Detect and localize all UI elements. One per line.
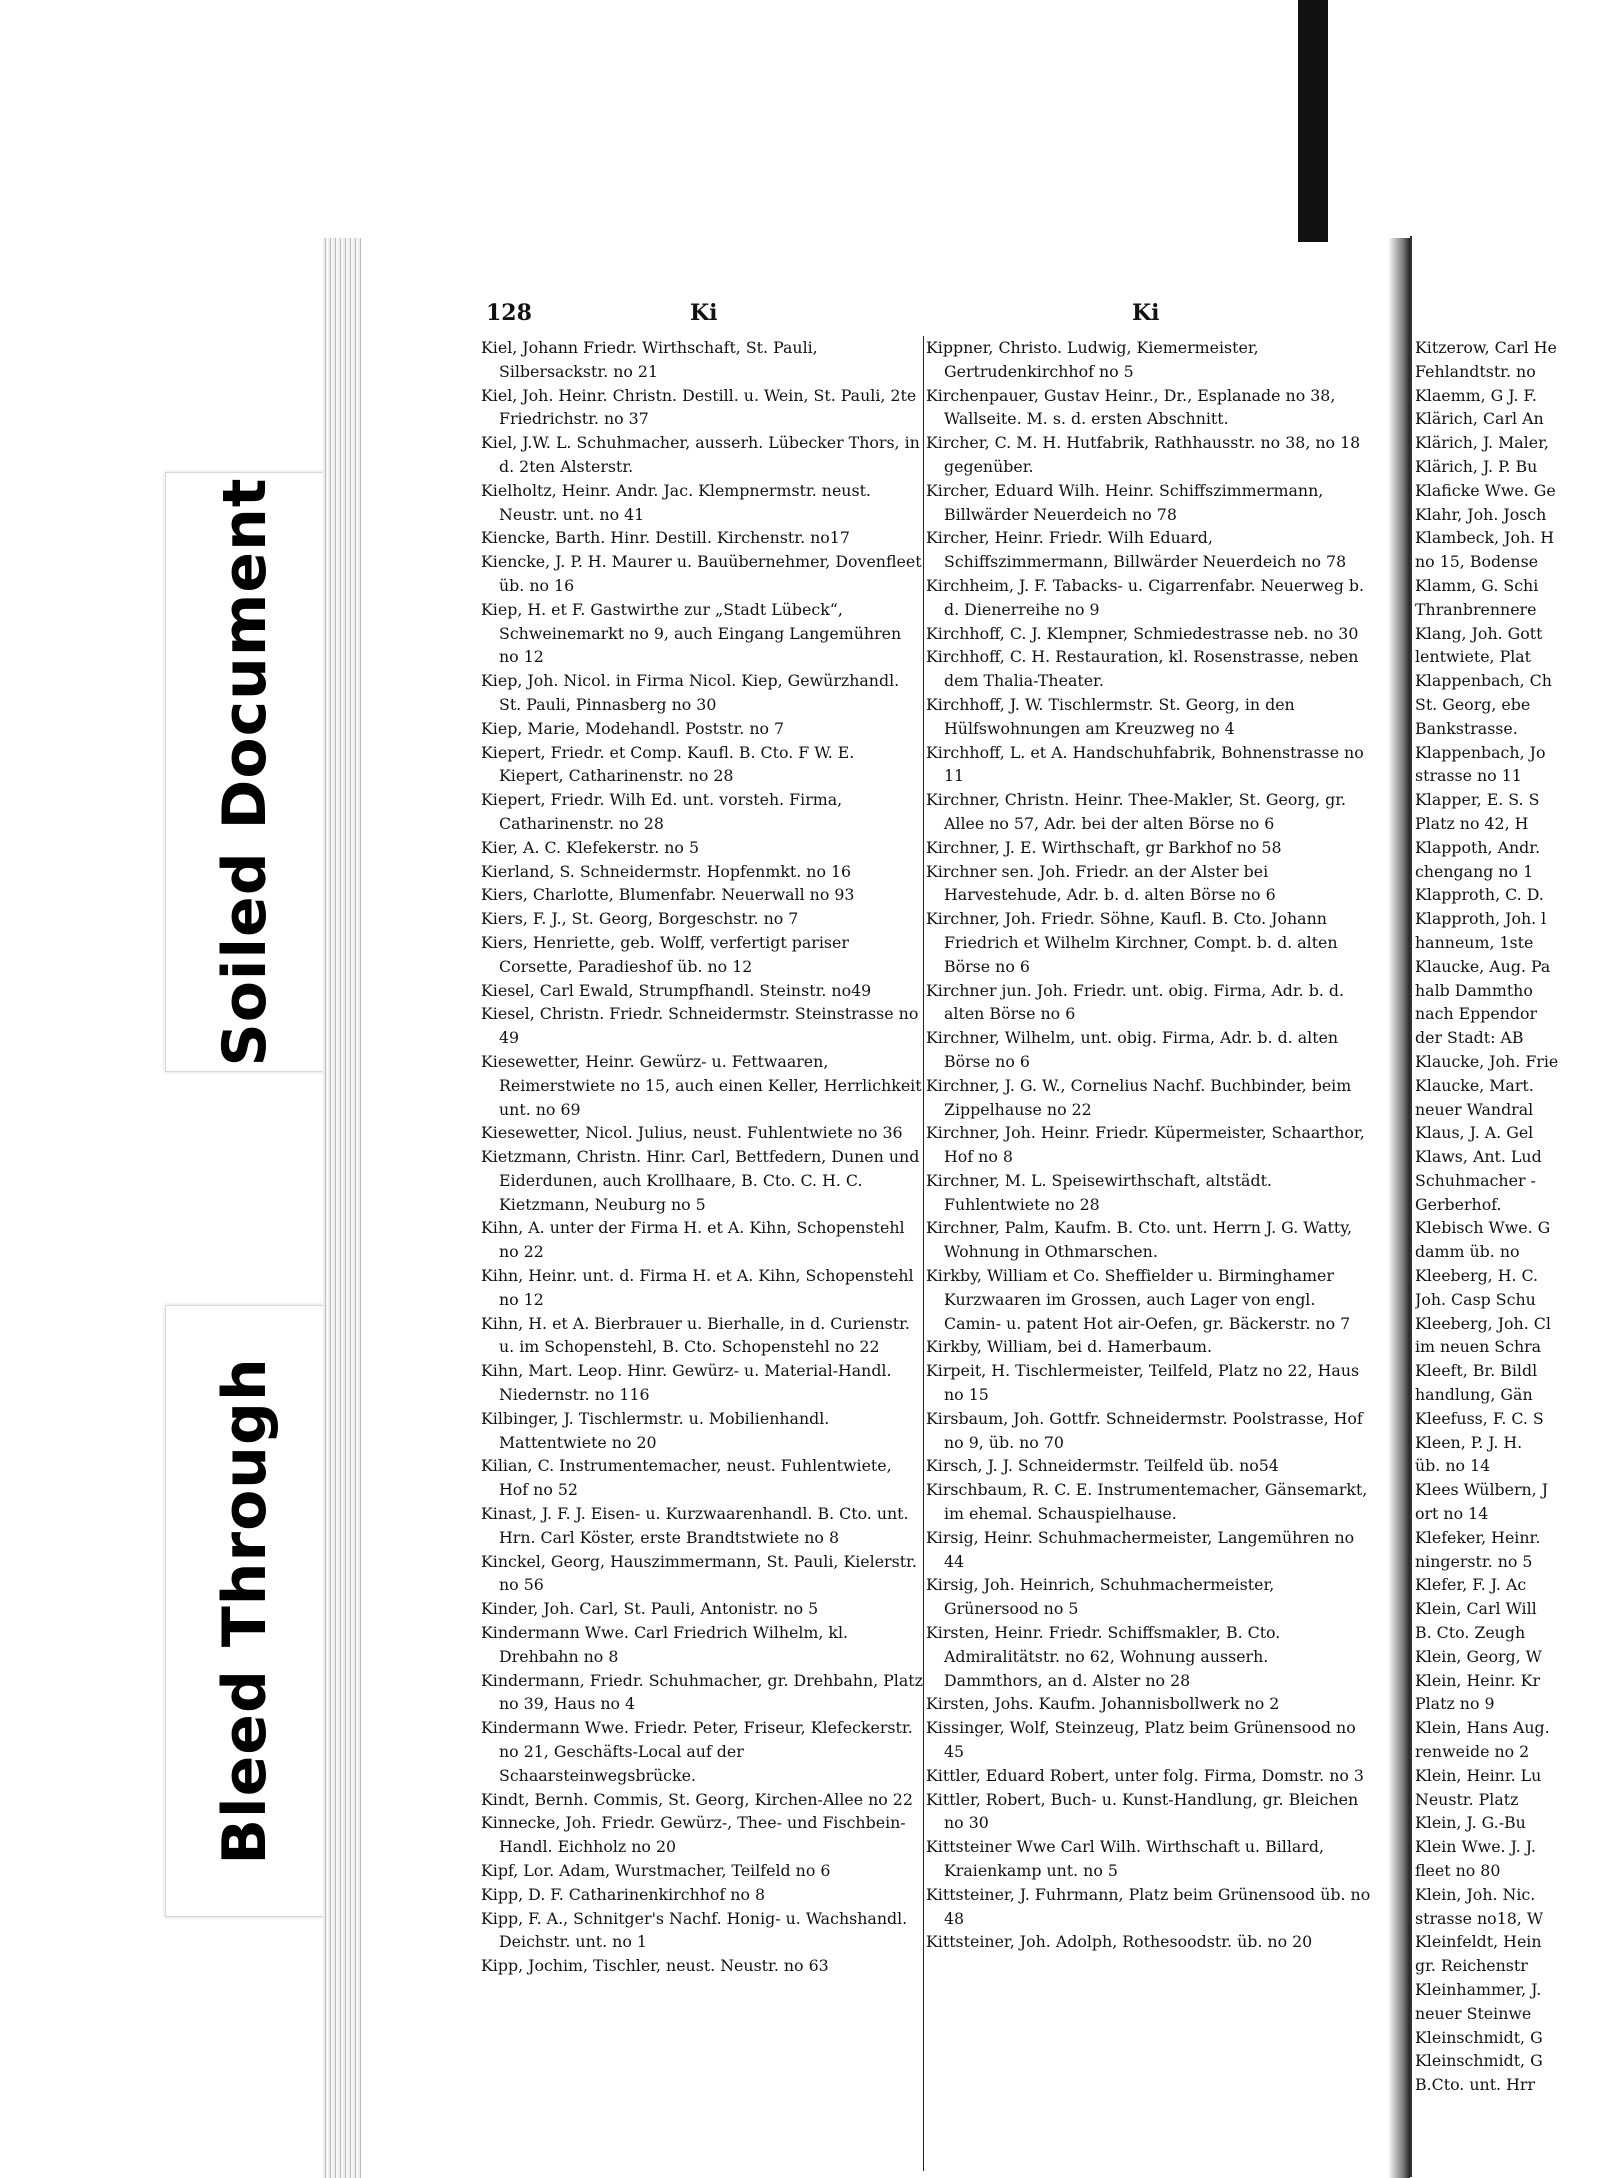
directory-entry: Kirchner, Christn. Heinr. Thee-Makler, St. Georg, gr. Allee no 57, Adr. bei der alten Börse no 6	[926, 790, 1347, 833]
directory-entry: Kiesewetter, Heinr. Gewürz- u. Fettwaaren, Reimerstwiete no 15, auch einen Keller, Herrlichkeit unt. no 69	[481, 1051, 922, 1119]
directory-entry: Klahr, Joh. Josch	[1415, 504, 1547, 524]
directory-entry: Platz no 9	[1415, 1694, 1495, 1714]
directory-entry: Kleinschmidt, G	[1415, 2051, 1543, 2071]
directory-entry: Kiel, J.W. L. Schuhmacher, ausserh. Lübecker Thors, in d. 2ten Alsterstr.	[481, 433, 920, 476]
directory-entry: Kircher, Heinr. Friedr. Wilh Eduard, Schiffszimmermann, Billwärder Neuerdeich no 78	[926, 528, 1347, 572]
directory-entry: Kirchheim, J. F. Tabacks- u. Cigarrenfabr. Neuerweg b. d. Dienerreihe no 9	[926, 575, 1364, 619]
directory-entry: Gerberhof.	[1415, 1194, 1502, 1214]
directory-entry: Kier, A. C. Klefekerstr. no 5	[481, 837, 700, 857]
directory-entry: Kittler, Eduard Robert, unter folg. Firma, Domstr. no 3	[926, 1765, 1364, 1785]
directory-entry: Klappoth, Andr.	[1415, 837, 1541, 857]
directory-entry: Kiel, Johann Friedr. Wirthschaft, St. Pauli, Silbersackstr. no 21	[481, 338, 818, 381]
directory-entry: ningerstr. no 5	[1415, 1551, 1533, 1571]
directory-entry: Bankstrasse.	[1415, 718, 1518, 738]
directory-entry: Klappenbach, Ch	[1415, 671, 1552, 691]
directory-entry: Kirchner sen. Joh. Friedr. an der Alster bei Harvestehude, Adr. b. d. alten Börse no 6	[926, 861, 1276, 905]
directory-entry: Klein, J. G.-Bu	[1415, 1813, 1526, 1833]
directory-entry: Kirsig, Joh. Heinrich, Schuhmachermeister, Grünersood no 5	[926, 1575, 1275, 1619]
directory-entry: Kindermann Wwe. Friedr. Peter, Friseur, Klefeckerstr. no 21, Geschäfts-Local auf der Schaarsteinwegsbrücke.	[481, 1718, 913, 1785]
directory-entry: Kiep, Joh. Nicol. in Firma Nicol. Kiep, Gewürzhandl. St. Pauli, Pinnasberg no 30	[481, 671, 900, 714]
directory-entry: ort no 14	[1415, 1504, 1489, 1524]
directory-entry: Kietzmann, Christn. Hinr. Carl, Bettfedern, Dunen und Eiderdunen, auch Krollhaare, B. Cto. C. H. C. Kietzmann, Neuburg no 5	[481, 1147, 920, 1214]
directory-entry: Kleinfeldt, Hein	[1415, 1932, 1542, 1952]
directory-entry: Klapper, E. S. S	[1415, 790, 1540, 810]
directory-entry: Kipp, D. F. Catharinenkirchhof no 8	[481, 1884, 766, 1904]
directory-entry: neuer Wandral	[1415, 1099, 1534, 1119]
directory-entry: chengang no 1	[1415, 861, 1534, 881]
directory-entry: no 15, Bodense	[1415, 552, 1539, 572]
directory-entry: Kircher, Eduard Wilh. Heinr. Schiffszimmermann, Billwärder Neuerdeich no 78	[926, 480, 1324, 524]
directory-entry: Kirchenpauer, Gustav Heinr., Dr., Esplanade no 38, Wallseite. M. s. d. ersten Abschnitt.	[926, 385, 1336, 429]
directory-entry: renweide no 2	[1415, 1742, 1530, 1762]
directory-entry: Klein, Heinr. Kr	[1415, 1670, 1541, 1690]
directory-entry: Kitzerow, Carl He	[1415, 338, 1557, 357]
running-header-right: Ki	[1132, 300, 1160, 326]
directory-entry: damm üb. no	[1415, 1242, 1520, 1262]
directory-entry: Klappenbach, Jo	[1415, 742, 1546, 762]
directory-entry: Thranbrennere	[1415, 599, 1537, 619]
directory-entry: Kleefuss, F. C. S	[1415, 1408, 1544, 1428]
directory-entry: Kirsig, Heinr. Schuhmachermeister, Langemühren no 44	[926, 1527, 1355, 1571]
directory-entry: Kleinschmidt, G	[1415, 2027, 1543, 2047]
directory-entry: Klefeker, Heinr.	[1415, 1527, 1541, 1547]
directory-entry: Kiers, Henriette, geb. Wolff, verfertigt pariser Corsette, Paradieshof üb. no 12	[481, 932, 849, 976]
directory-entry: Kiep, H. et F. Gastwirthe zur „Stadt Lübeck“, Schweinemarkt no 9, auch Eingang Langemühren no 12	[481, 599, 902, 667]
bookmark-ribbon	[1298, 0, 1328, 242]
directory-entry: Kittler, Robert, Buch- u. Kunst-Handlung, gr. Bleichen no 30	[926, 1789, 1359, 1833]
directory-entry: Kihn, Heinr. unt. d. Firma H. et A. Kihn, Schopenstehl no 12	[481, 1266, 914, 1309]
directory-entry: Kirchner jun. Joh. Friedr. unt. obig. Firma, Adr. b. d. alten Börse no 6	[926, 980, 1344, 1024]
directory-entry: Kittsteiner, Joh. Adolph, Rothesoodstr. üb. no 20	[926, 1932, 1313, 1952]
directory-entry: Kippner, Christo. Ludwig, Kiemermeister, Gertrudenkirchhof no 5	[926, 338, 1259, 381]
directory-entry: Klein Wwe. J. J.	[1415, 1837, 1536, 1857]
directory-entry: handlung, Gän	[1415, 1385, 1533, 1405]
directory-entry: Klees Wülbern, J	[1415, 1480, 1549, 1500]
directory-entry: Klaficke Wwe. Ge	[1415, 480, 1556, 500]
directory-entry: Klaus, J. A. Gel	[1415, 1123, 1534, 1143]
directory-entry: Kinast, J. F. J. Eisen- u. Kurzwaarenhandl. B. Cto. unt. Hrn. Carl Köster, erste Brandtstwiete no 8	[481, 1504, 909, 1547]
directory-entry: Joh. Casp Schu	[1415, 1289, 1536, 1309]
directory-entry: Kiers, F. J., St. Georg, Borgeschstr. no 7	[481, 909, 799, 929]
directory-entry: Kirchhoff, L. et A. Handschuhfabrik, Bohnenstrasse no 11	[926, 742, 1364, 786]
gutter-shadow	[1388, 238, 1410, 2178]
directory-entry: Kindermann Wwe. Carl Friedrich Wilhelm, kl. Drehbahn no 8	[481, 1623, 849, 1666]
directory-entry: im neuen Schra	[1415, 1337, 1542, 1357]
bleed-through-label	[165, 1305, 325, 1917]
directory-entry: Kilbinger, J. Tischlermstr. u. Mobilienhandl. Mattentwiete no 20	[481, 1408, 830, 1452]
directory-entry: Kirchhoff, J. W. Tischlermstr. St. Georg, in den Hülfswohnungen am Kreuzweg no 4	[926, 694, 1295, 738]
running-header-left: Ki	[690, 300, 718, 326]
directory-entry: strasse no 11	[1415, 766, 1522, 786]
directory-entry: Kirchner, Joh. Friedr. Söhne, Kaufl. B. Cto. Johann Friedrich et Wilhelm Kirchner, Compt. b. d. alten Börse no 6	[926, 909, 1338, 976]
directory-entry: Klärich, J. Maler,	[1415, 433, 1549, 453]
directory-entry: Kirschbaum, R. C. E. Instrumentemacher, Gänsemarkt, im ehemal. Schauspielhause.	[926, 1480, 1368, 1524]
directory-entry: Klambeck, Joh. H	[1415, 528, 1555, 548]
directory-entry: Kiep, Marie, Modehandl. Poststr. no 7	[481, 718, 785, 738]
directory-entry: Klaucke, Aug. Pa	[1415, 956, 1551, 976]
directory-entry: Fehlandtstr. no	[1415, 361, 1536, 381]
directory-entry: Kiers, Charlotte, Blumenfabr. Neuerwall no 93	[481, 885, 855, 905]
directory-entry: B.Cto. unt. Hrr	[1415, 2075, 1535, 2095]
directory-entry: nach Eppendor	[1415, 1004, 1538, 1024]
directory-entry: Kipp, F. A., Schnitger's Nachf. Honig- u. Wachshandl. Deichstr. unt. no 1	[481, 1908, 908, 1952]
directory-entry: Klärich, J. P. Bu	[1415, 456, 1538, 476]
soiled-document-label	[165, 472, 325, 1072]
directory-entry: Kierland, S. Schneidermstr. Hopfenmkt. no 16	[481, 861, 852, 881]
directory-entry: Klein, Georg, W	[1415, 1646, 1542, 1666]
directory-entry: Kirchhoff, C. H. Restauration, kl. Rosenstrasse, neben dem Thalia-Theater.	[926, 647, 1359, 691]
directory-entry: Kirsten, Johs. Kaufm. Johannisbollwerk no 2	[926, 1694, 1280, 1714]
directory-entry: Kirchner, M. L. Speisewirthschaft, altstädt. Fuhlentwiete no 28	[926, 1170, 1272, 1214]
directory-entry: St. Georg, ebe	[1415, 694, 1531, 714]
directory-entry: Klaucke, Joh. Frie	[1415, 1051, 1559, 1071]
directory-column-middle	[926, 336, 1371, 1954]
column-divider	[923, 336, 924, 2171]
directory-entry: Kirsch, J. J. Schneidermstr. Teilfeld üb. no54	[926, 1456, 1279, 1476]
directory-entry: Klein, Carl Will	[1415, 1599, 1537, 1619]
directory-entry: Klaws, Ant. Lud	[1415, 1147, 1542, 1167]
directory-entry: Kirchner, J. G. W., Cornelius Nachf. Buchbinder, beim Zippelhause no 22	[926, 1075, 1352, 1119]
directory-entry: Klaucke, Mart.	[1415, 1075, 1534, 1095]
directory-entry: Kihn, A. unter der Firma H. et A. Kihn, Schopenstehl no 22	[481, 1218, 905, 1262]
directory-entry: Platz no 42, H	[1415, 813, 1529, 833]
directory-entry: Kirchner, Joh. Heinr. Friedr. Küpermeister, Schaarthor, Hof no 8	[926, 1123, 1365, 1167]
directory-entry: der Stadt: AB	[1415, 1028, 1524, 1048]
directory-entry: Klang, Joh. Gott	[1415, 623, 1543, 643]
directory-entry: üb. no 14	[1415, 1456, 1491, 1476]
directory-entry: Neustr. Platz	[1415, 1789, 1519, 1809]
directory-entry: Kleinhammer, J.	[1415, 1979, 1542, 1999]
directory-entry: Klamm, G. Schi	[1415, 575, 1539, 595]
soiled-document-text: Soiled Document	[210, 477, 280, 1067]
directory-entry: Kipf, Lor. Adam, Wurstmacher, Teilfeld no 6	[481, 1861, 831, 1880]
directory-entry: B. Cto. Zeugh	[1415, 1623, 1526, 1643]
directory-entry: Kiesewetter, Nicol. Julius, neust. Fuhlentwiete no 36	[481, 1123, 903, 1143]
directory-entry: neuer Steinwe	[1415, 2003, 1532, 2023]
page-number: 128	[486, 300, 532, 326]
directory-column-left	[481, 336, 923, 1978]
directory-entry: Klein, Heinr. Lu	[1415, 1765, 1542, 1785]
directory-entry: Kiel, Joh. Heinr. Christn. Destill. u. Wein, St. Pauli, 2te Friedrichstr. no 37	[481, 385, 917, 429]
directory-entry: Klein, Joh. Nic.	[1415, 1884, 1536, 1904]
directory-entry: Kipp, Jochim, Tischler, neust. Neustr. no 63	[481, 1956, 829, 1976]
directory-entry: Kiesel, Carl Ewald, Strumpfhandl. Steinstr. no49	[481, 980, 872, 1000]
directory-entry: Kielholtz, Heinr. Andr. Jac. Klempnermstr. neust. Neustr. unt. no 41	[481, 480, 871, 524]
directory-entry: Klaemm, G J. F.	[1415, 385, 1537, 405]
directory-entry: Kirchner, J. E. Wirthschaft, gr Barkhof no 58	[926, 837, 1282, 857]
directory-entry: Klärich, Carl An	[1415, 409, 1544, 429]
directory-entry: halb Dammtho	[1415, 980, 1533, 1000]
directory-entry: Kirkby, William et Co. Sheffielder u. Birminghamer Kurzwaaren im Grossen, auch Lager von engl. Camin- u. patent Hot air-Oefen, gr. Bäckerstr. no 7	[926, 1266, 1351, 1333]
directory-entry: Klapproth, C. D.	[1415, 885, 1544, 905]
page-edge	[323, 238, 361, 2178]
directory-entry: Klefer, F. J. Ac	[1415, 1575, 1527, 1595]
directory-entry: Kirchner, Palm, Kaufm. B. Cto. unt. Herrn J. G. Watty, Wohnung in Othmarschen.	[926, 1218, 1353, 1262]
directory-entry: Kiepert, Friedr. et Comp. Kaufl. B. Cto. F W. E. Kiepert, Catharinenstr. no 28	[481, 742, 855, 786]
directory-entry: Kindt, Bernh. Commis, St. Georg, Kirchen-Allee no 22	[481, 1789, 913, 1809]
directory-entry: Kirpeit, H. Tischlermeister, Teilfeld, Platz no 22, Haus no 15	[926, 1361, 1360, 1405]
bleed-through-text: Bleed Through	[210, 1357, 280, 1865]
directory-entry: Kihn, H. et A. Bierbrauer u. Bierhalle, in d. Curienstr. u. im Schopenstehl, B. Cto. Schopenstehl no 22	[481, 1313, 910, 1357]
directory-entry: Kleeft, Br. Bildl	[1415, 1361, 1538, 1381]
directory-entry: Kirkby, William, bei d. Hamerbaum.	[926, 1337, 1213, 1357]
directory-entry: Kirchhoff, C. J. Klempner, Schmiedestrasse neb. no 30	[926, 623, 1359, 643]
directory-entry: Kittsteiner Wwe Carl Wilh. Wirthschaft u. Billard, Kraienkamp unt. no 5	[926, 1837, 1324, 1880]
directory-entry: Kissinger, Wolf, Steinzeug, Platz beim Grünensood no 45	[926, 1718, 1356, 1762]
directory-entry: Kircher, C. M. H. Hutfabrik, Rathhausstr. no 38, no 18 gegenüber.	[926, 433, 1361, 476]
directory-entry: Kirsten, Heinr. Friedr. Schiffsmakler, B. Cto. Admiralitätstr. no 62, Wohnung ausserh. Dammthors, an d. Alster no 28	[926, 1623, 1281, 1690]
directory-entry: Schuhmacher -	[1415, 1170, 1536, 1190]
directory-entry: Kinckel, Georg, Hauszimmermann, St. Pauli, Kielerstr. no 56	[481, 1551, 917, 1595]
directory-entry: Kleeberg, H. C.	[1415, 1266, 1539, 1286]
directory-entry: Kiencke, J. P. H. Maurer u. Bauübernehmer, Dovenfleet üb. no 16	[481, 552, 922, 595]
directory-entry: Kirsbaum, Joh. Gottfr. Schneidermstr. Poolstrasse, Hof no 9, üb. no 70	[926, 1408, 1363, 1452]
directory-entry: Kittsteiner, J. Fuhrmann, Platz beim Grünensood üb. no 48	[926, 1884, 1371, 1928]
directory-entry: Kilian, C. Instrumentemacher, neust. Fuhlentwiete, Hof no 52	[481, 1456, 892, 1500]
directory-entry: Klebisch Wwe. G	[1415, 1218, 1551, 1238]
directory-entry: Kleen, P. J. H.	[1415, 1432, 1523, 1452]
directory-entry: Kinnecke, Joh. Friedr. Gewürz-, Thee- und Fischbein-Handl. Eichholz no 20	[481, 1813, 906, 1857]
directory-entry: Kiepert, Friedr. Wilh Ed. unt. vorsteh. Firma, Catharinenstr. no 28	[481, 790, 843, 833]
directory-entry: Klapproth, Joh. l	[1415, 909, 1547, 929]
directory-entry: Kleeberg, Joh. Cl	[1415, 1313, 1551, 1333]
directory-entry: hanneum, 1ste	[1415, 932, 1534, 952]
directory-entry: Klein, Hans Aug.	[1415, 1718, 1550, 1738]
directory-entry: Kinder, Joh. Carl, St. Pauli, Antonistr. no 5	[481, 1599, 819, 1619]
directory-entry: Kirchner, Wilhelm, unt. obig. Firma, Adr. b. d. alten Börse no 6	[926, 1028, 1339, 1071]
directory-column-right	[1415, 336, 1600, 2097]
directory-entry: Kindermann, Friedr. Schuhmacher, gr. Drehbahn, Platz no 39, Haus no 4	[481, 1670, 923, 1714]
directory-entry: strasse no18, W	[1415, 1908, 1544, 1928]
directory-entry: fleet no 80	[1415, 1861, 1501, 1880]
directory-entry: lentwiete, Plat	[1415, 647, 1532, 667]
directory-entry: Kihn, Mart. Leop. Hinr. Gewürz- u. Material-Handl. Niedernstr. no 116	[481, 1361, 892, 1405]
directory-entry: Kiencke, Barth. Hinr. Destill. Kirchenstr. no17	[481, 528, 850, 548]
directory-entry: Kiesel, Christn. Friedr. Schneidermstr. Steinstrasse no 49	[481, 1004, 919, 1048]
directory-entry: gr. Reichenstr	[1415, 1956, 1528, 1976]
